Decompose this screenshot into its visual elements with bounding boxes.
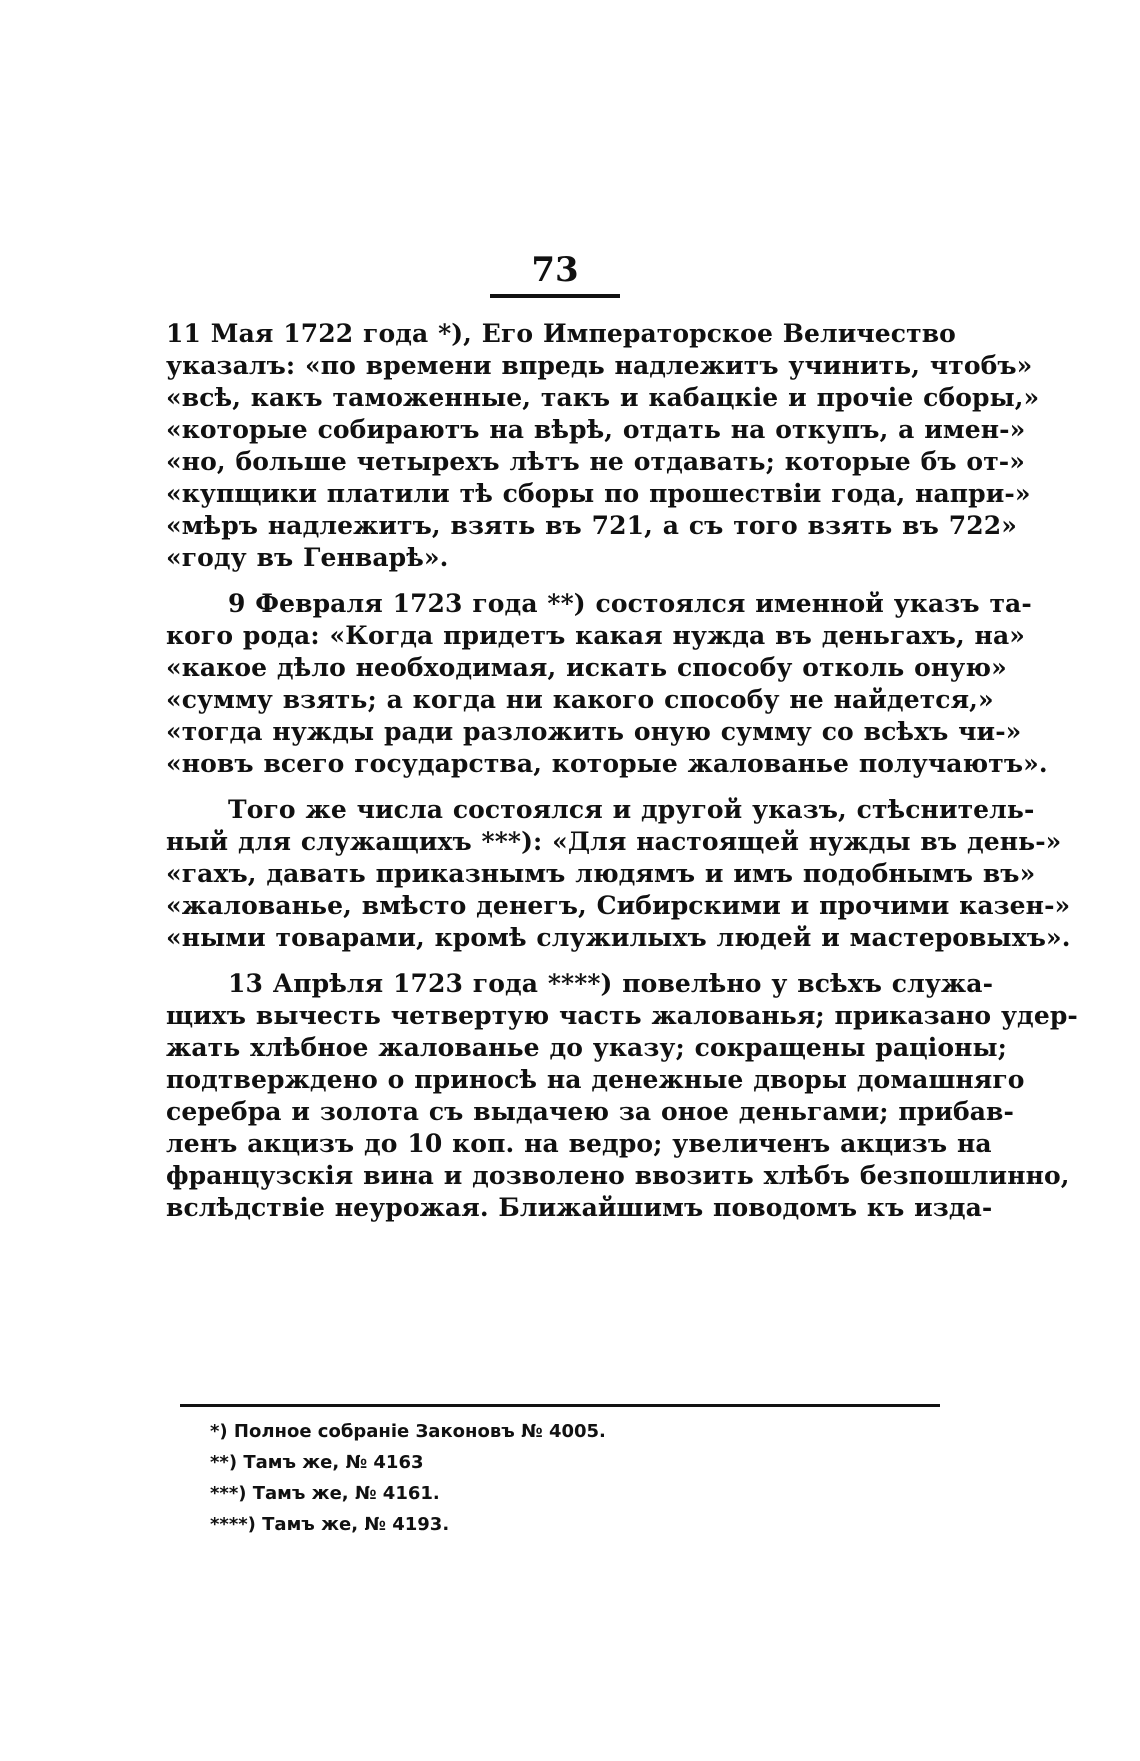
text-line: серебра и золота съ выдачею за оное деньгами; прибав- bbox=[166, 1097, 1014, 1126]
text-line: 13 Апрѣля 1723 года ****) повелѣно у всѣхъ служа- bbox=[228, 969, 994, 998]
footnote: **) Тамъ же, № 4163 bbox=[210, 1452, 424, 1473]
footnote: *) Полное собраніе Законовъ № 4005. bbox=[210, 1421, 606, 1442]
text-line: «году въ Генварѣ». bbox=[166, 543, 449, 572]
text-line: 11 Мая 1722 года *), Его Императорское Величество bbox=[166, 319, 956, 348]
text-line: «сумму взять; а когда ни какого способу не найдется,» bbox=[166, 685, 994, 714]
text-line: «купщики платили тѣ сборы по прошествіи года, напри-» bbox=[166, 479, 1031, 508]
paragraph-4 bbox=[166, 968, 1078, 1224]
page-number-underline bbox=[490, 294, 620, 298]
text-line: подтверждено о приносѣ на денежные дворы домашняго bbox=[166, 1065, 1025, 1094]
footnote: ****) Тамъ же, № 4193. bbox=[210, 1514, 450, 1535]
text-line: «мѣръ надлежитъ, взять въ 721, а съ того взять въ 722» bbox=[166, 511, 1017, 540]
text-line: «ными товарами, кромѣ служилыхъ людей и мастеровыхъ». bbox=[166, 923, 1071, 952]
text-line: «которые собираютъ на вѣрѣ, отдать на откупъ, а имен-» bbox=[166, 415, 1026, 444]
text-line: вслѣдствіе неурожая. Ближайшимъ поводомъ къ изда- bbox=[166, 1193, 993, 1222]
text-line: ный для служащихъ ***): «Для настоящей нужды въ день-» bbox=[166, 827, 1062, 856]
text-line: «всѣ, какъ таможенные, такъ и кабацкіе и прочіе сборы,» bbox=[166, 383, 1040, 412]
text-line: «тогда нужды ради разложить оную сумму со всѣхъ чи-» bbox=[166, 717, 1022, 746]
footnote-divider bbox=[180, 1404, 940, 1407]
paragraph-1 bbox=[166, 318, 1040, 574]
text-line: «новъ всего государства, которые жалованье получаютъ». bbox=[166, 749, 1048, 778]
text-line: «какое дѣло необходимая, искать способу отколь оную» bbox=[166, 653, 1007, 682]
text-line: «но, больше четырехъ лѣтъ не отдавать; которые бъ от-» bbox=[166, 447, 1025, 476]
text-line: французскія вина и дозволено ввозить хлѣбъ безпошлинно, bbox=[166, 1161, 1070, 1190]
paragraph-3 bbox=[166, 794, 1071, 954]
paragraph-2 bbox=[166, 588, 1048, 780]
text-line: жать хлѣбное жалованье до указу; сокращены раціоны; bbox=[166, 1033, 1008, 1062]
text-line: Того же числа состоялся и другой указъ, стѣснитель- bbox=[228, 795, 1035, 824]
text-line: щихъ вычесть четвертую часть жалованья; приказано удер- bbox=[166, 1001, 1078, 1030]
footnotes bbox=[210, 1416, 810, 1540]
text-line: кого рода: «Когда придетъ какая нужда въ деньгахъ, на» bbox=[166, 621, 1025, 650]
text-line: указалъ: «по времени впредь надлежитъ учинить, чтобъ» bbox=[166, 351, 1033, 380]
footnote: ***) Тамъ же, № 4161. bbox=[210, 1483, 440, 1504]
main-text bbox=[166, 318, 1078, 1238]
text-line: 9 Февраля 1723 года **) состоялся именной указъ та- bbox=[228, 589, 1032, 618]
text-line: ленъ акцизъ до 10 коп. на ведро; увеличенъ акцизъ на bbox=[166, 1129, 992, 1158]
page-number: 73 bbox=[531, 250, 579, 290]
text-line: «гахъ, давать приказнымъ людямъ и имъ подобнымъ въ» bbox=[166, 859, 1036, 888]
text-line: «жалованье, вмѣсто денегъ, Сибирскими и прочими казен-» bbox=[166, 891, 1071, 920]
